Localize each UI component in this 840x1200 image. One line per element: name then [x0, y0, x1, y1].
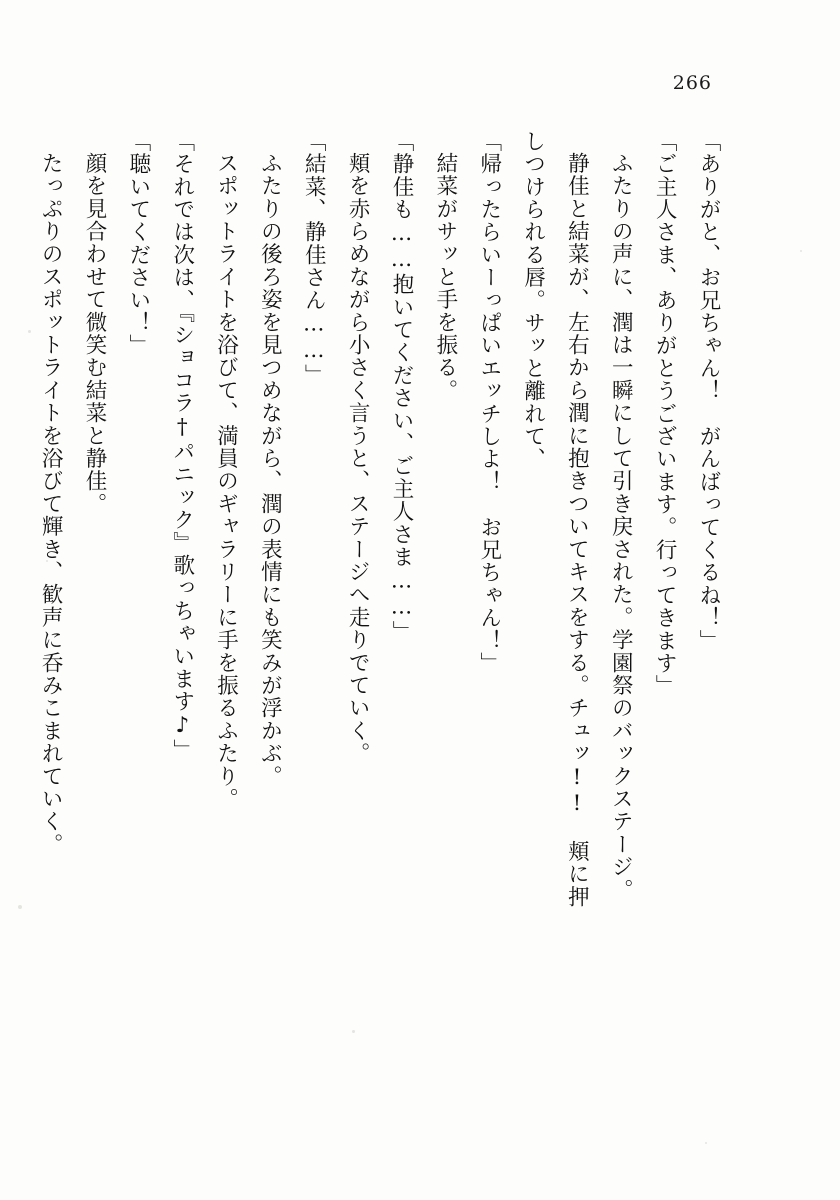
paper-speck — [18, 905, 22, 909]
paragraph: 「それでは次は、『ショコラ†パニック』歌っちゃいます♪」 — [169, 130, 195, 762]
paper-speck — [352, 1030, 355, 1033]
paragraph: 「静佳も……抱いてください、ご主人さま……」 — [388, 130, 414, 644]
page-number: 266 — [672, 72, 712, 94]
paragraph: 「結菜、静佳さん……」 — [301, 130, 327, 387]
paragraph: スポットライトを浴びて、満員のギャラリーに手を振るふたり。 — [213, 151, 239, 810]
paragraph: ふたりの声に、潤は一瞬にして引き戻された。学園祭のバックステージ。 — [608, 151, 634, 901]
paragraph: 「帰ったらいーっぱいエッチしよ！ お兄ちゃん！」 — [476, 130, 502, 675]
paper-speck — [800, 250, 802, 252]
paragraph: 「ありがと、お兄ちゃん！ がんばってくるね！」 — [696, 130, 721, 653]
page-body-text — [38, 130, 730, 930]
paragraph: 静佳と結菜が、左右から潤に抱きついてキスをする。チュッ!! 頬に押しつけられる唇。サッと離れて、 — [520, 130, 590, 908]
paragraph: 頬を赤らめながら小さく言うと、ステージへ走りでていく。 — [345, 151, 371, 765]
paragraph: 顔を見合わせて微笑む結菜と静佳。 — [81, 151, 107, 515]
paper-speck — [705, 1142, 707, 1144]
paragraph: たっぷりのスポットライトを浴びて輝き、歓声に呑みこまれていく。 — [38, 151, 64, 856]
paragraph: 「ご主人さま、ありがとうございます。行ってきます」 — [652, 130, 678, 698]
paragraph: 結菜がサッと手を振る。 — [432, 151, 458, 402]
paragraph: 「聴いてください！」 — [125, 130, 151, 357]
paragraph: ふたりの後ろ姿を見つめながら、潤の表情にも笑みが浮かぶ。 — [257, 151, 283, 788]
